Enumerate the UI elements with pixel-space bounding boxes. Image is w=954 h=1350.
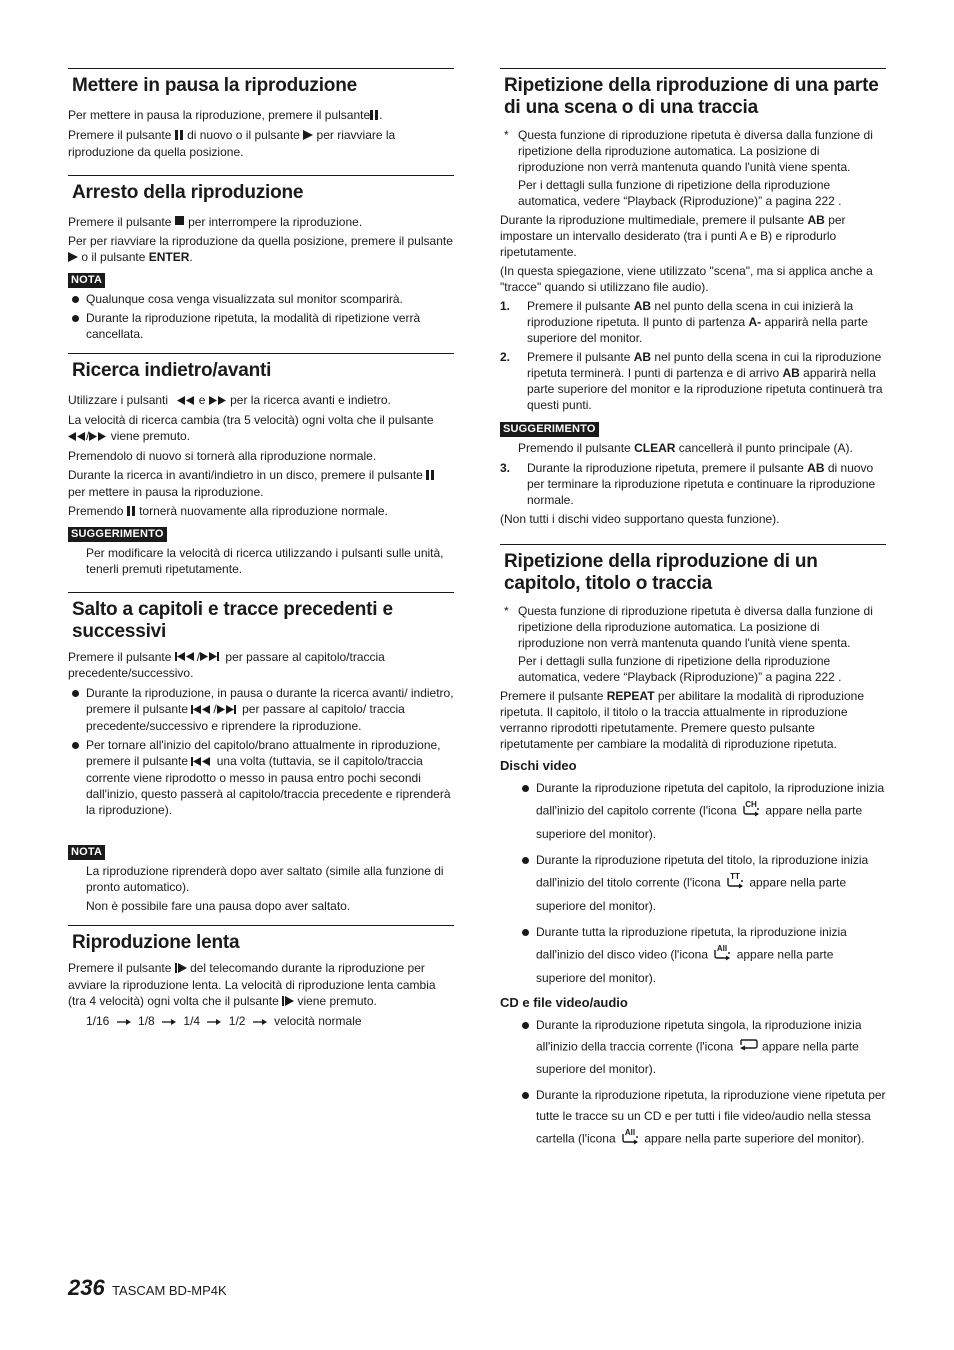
tip-label: SUGGERIMENTO bbox=[68, 527, 167, 542]
section-title: Ripetizione della riproduzione di un capitolo, titolo o traccia bbox=[504, 551, 818, 594]
note-label: NOTA bbox=[68, 845, 105, 860]
paragraph: Premere il pulsante di nuovo o il pulsante per riavviare la riproduzione da quella posizione. bbox=[68, 127, 396, 159]
slow-play-icon bbox=[282, 994, 294, 1010]
rewind-icon bbox=[177, 393, 195, 409]
subheading-cd-files: CD e file video/audio bbox=[500, 995, 628, 1010]
note-list bbox=[68, 291, 454, 342]
video-disc-list bbox=[500, 778, 886, 989]
rewind-icon bbox=[68, 429, 86, 445]
skip-list bbox=[68, 685, 454, 818]
pause-icon bbox=[370, 108, 379, 124]
paragraph: (Non tutti i dischi video supportano questa funzione). bbox=[500, 512, 780, 526]
tip-label: SUGGERIMENTO bbox=[500, 422, 599, 437]
svg-text:All: All bbox=[717, 944, 728, 953]
section-title: Salto a capitoli e tracce precedenti e successivi bbox=[72, 598, 393, 642]
arrow-right-icon bbox=[117, 1014, 131, 1030]
page-footer bbox=[68, 1275, 227, 1300]
step-item: 3. Durante la riproduzione ripetuta, premere il pulsante AB di nuovo per terminare la riproduzione ripetuta e continuare la riproduzione normale. bbox=[500, 461, 876, 507]
slow-play-icon bbox=[175, 961, 187, 977]
page-number: 236 bbox=[68, 1275, 105, 1300]
skip-previous-icon bbox=[191, 702, 213, 718]
section-title: Mettere in pausa la riproduzione bbox=[72, 75, 357, 96]
repeat-title-icon bbox=[724, 871, 746, 896]
paragraph: Premere il pulsante del telecomando durante la riproduzione per avviare la riproduzione lenta. La velocità di riproduzione lenta cambia (tra 4 velocità) ogni volta che il pulsante viene premuto. bbox=[68, 961, 436, 1008]
svg-text:All: All bbox=[624, 1128, 636, 1137]
list-item: Durante la riproduzione ripetuta singola, la riproduzione inizia all'inizio della traccia corrente (l'icona appare nella parte superiore del monitor). bbox=[500, 1015, 886, 1080]
fast-forward-icon bbox=[89, 429, 107, 445]
asterisk-note: * Questa funzione di riproduzione ripetuta è diversa dalla funzione di ripetizione della riproduzione automatica. La posizione di riproduzione non verrà mantenuta quando l'unità viene spenta. Per i dettagli sulla funzione di ripetizione della riproduzione automatica, vedere “Playback (Riproduzione)” a pagina 222 . bbox=[504, 128, 873, 208]
list-item: Durante la riproduzione, in pausa o durante la ricerca avanti/ indietro, premere il pulsante / per passare al capitolo/ traccia precedente/successivo e riprendere la riproduzione. bbox=[68, 685, 454, 734]
list-item: Qualunque cosa venga visualizzata sul monitor scomparirà. bbox=[68, 291, 454, 307]
speed-value: velocità normale bbox=[274, 1013, 362, 1028]
skip-previous-icon bbox=[191, 754, 213, 770]
note-label: NOTA bbox=[68, 273, 105, 288]
step-item: 1. Premere il pulsante AB nel punto della scena in cui inizierà la riproduzione ripetuta. Il punto di partenza A- apparirà nella parte superiore del monitor. bbox=[500, 299, 868, 345]
paragraph: Premendo tornerà nuovamente alla riproduzione normale. bbox=[68, 503, 388, 518]
note-text: Non è possibile fare una pausa dopo aver saltato. bbox=[86, 899, 351, 914]
section-stop bbox=[68, 175, 454, 343]
section-repeat bbox=[500, 544, 886, 1152]
skip-next-icon bbox=[217, 702, 239, 718]
section-title: Arresto della riproduzione bbox=[72, 181, 304, 203]
section-skip bbox=[68, 592, 454, 914]
list-item: Durante la riproduzione ripetuta del capitolo, la riproduzione inizia dall'inizio del capitolo corrente (l'icona CH appare nella parte superiore del monitor). bbox=[500, 778, 886, 845]
list-item: Durante la riproduzione ripetuta del titolo, la riproduzione inizia dall'inizio del titolo corrente (l'icona TT appare nella parte superiore del monitor). bbox=[500, 850, 886, 917]
section-pause bbox=[68, 68, 454, 160]
list-item: Durante tutta la riproduzione ripetuta, la riproduzione inizia dall'inizio del disco video (l'icona All appare nella parte superiore del monitor). bbox=[500, 922, 886, 989]
svg-text:CH: CH bbox=[745, 800, 757, 809]
skip-previous-icon bbox=[175, 649, 197, 665]
repeat-all-icon bbox=[711, 943, 733, 968]
arrow-right-icon bbox=[253, 1014, 267, 1030]
product-name: TASCAM BD-MP4K bbox=[112, 1283, 227, 1298]
paragraph: Per per riavviare la riproduzione da quella posizione, premere il pulsante o il pulsante ENTER. bbox=[68, 234, 453, 265]
section-title: Ripetizione della riproduzione di una parte di una scena o di una traccia bbox=[504, 75, 879, 118]
paragraph: Premere il pulsante / per passare al capitolo/traccia precedente/successivo. bbox=[68, 649, 385, 681]
paragraph: Per mettere in pausa la riproduzione, premere il pulsante . bbox=[68, 108, 383, 122]
steps-list bbox=[500, 298, 886, 413]
paragraph: Durante la riproduzione multimediale, premere il pulsante AB per impostare un intervallo desiderato (tra i punti A e B) e riprodurlo ripetutamente. bbox=[500, 213, 846, 259]
step-item: 2. Premere il pulsante AB nel punto della scena in cui la riproduzione ripetuta terminerà. I punti di partenza e di arrivo AB apparirà nella parte superiore del monitor e la riproduzione ripetuta continuerà tra questi punti. bbox=[500, 350, 883, 412]
section-title: Ricerca indietro/avanti bbox=[72, 360, 272, 382]
section-title: Riproduzione lenta bbox=[72, 932, 240, 954]
repeat-chapter-icon bbox=[740, 799, 762, 824]
cd-file-list bbox=[500, 1015, 886, 1152]
speed-value: 1/4 bbox=[183, 1013, 201, 1028]
speed-sequence bbox=[86, 1013, 454, 1030]
subheading-video-discs: Dischi video bbox=[500, 758, 577, 773]
left-column bbox=[68, 68, 454, 1030]
list-item: Durante la riproduzione ripetuta, la riproduzione viene ripetuta per tutte le tracce su un CD e per tutti i file video/audio nella stessa cartella (l'icona All appare nella parte superiore del monitor). bbox=[500, 1085, 886, 1152]
section-slow bbox=[68, 925, 454, 1029]
pause-icon bbox=[426, 468, 435, 484]
tip-text: Premendo il pulsante CLEAR cancellerà il punto principale (A). bbox=[518, 441, 853, 455]
pause-icon bbox=[175, 128, 184, 144]
section-ab-repeat bbox=[500, 68, 886, 527]
paragraph: Durante la ricerca in avanti/indietro in un disco, premere il pulsante per mettere in pausa la riproduzione. bbox=[68, 467, 454, 500]
paragraph: Premendolo di nuovo si tornerà alla riproduzione normale. bbox=[68, 448, 377, 463]
arrow-right-icon bbox=[207, 1014, 221, 1030]
speed-value: 1/16 bbox=[86, 1013, 110, 1028]
paragraph: La velocità di ricerca cambia (tra 5 velocità) ogni volta che il pulsante / viene premuto. bbox=[68, 413, 434, 444]
arrow-right-icon bbox=[162, 1014, 176, 1030]
paragraph: Premere il pulsante per interrompere la riproduzione. bbox=[68, 214, 363, 229]
steps-list bbox=[500, 460, 886, 508]
play-icon bbox=[303, 128, 313, 144]
paragraph: (In questa spiegazione, viene utilizzato "scena", ma si applica anche a "tracce" quando si utilizzano file audio). bbox=[500, 264, 873, 294]
pause-icon bbox=[127, 504, 136, 520]
fast-forward-icon bbox=[209, 393, 227, 409]
repeat-track-icon bbox=[737, 1036, 759, 1059]
speed-value: 1/8 bbox=[138, 1013, 155, 1028]
paragraph: Premere il pulsante REPEAT per abilitare la modalità di riproduzione ripetuta. Il capitolo, il titolo o la traccia attualmente in riproduzione verranno riprodotti ripetutamente. Premere questo pulsante ripetutamente per cambiare la modalità di riproduzione ripetuta. bbox=[500, 689, 864, 751]
paragraph: Utilizzare i pulsanti e per la ricerca avanti e indietro. bbox=[68, 393, 391, 408]
section-search bbox=[68, 353, 454, 576]
right-column bbox=[500, 68, 886, 1157]
stop-icon bbox=[175, 214, 185, 230]
repeat-all-icon bbox=[619, 1127, 641, 1152]
speed-value: 1/2 bbox=[228, 1013, 246, 1028]
list-item: Per tornare all'inizio del capitolo/brano attualmente in riproduzione, premere il pulsante una volta (tuttavia, se il capitolo/traccia corrente viene riprodotto o messo in pausa entro pochi secondi dall'inizio, questo passerà al capitolo/traccia precedente e riprenderà la riproduzione). bbox=[68, 737, 454, 818]
skip-next-icon bbox=[200, 649, 222, 665]
list-item: Durante la riproduzione ripetuta, la modalità di ripetizione verrà cancellata. bbox=[68, 310, 454, 342]
note-text: La riproduzione riprenderà dopo aver saltato (simile alla funzione di pronto automatico). bbox=[86, 864, 444, 895]
play-icon bbox=[68, 250, 78, 266]
tip-text: Per modificare la velocità di ricerca utilizzando i pulsanti sulle unità, tenerli premuti ripetutamente. bbox=[86, 545, 444, 576]
asterisk-note: * Questa funzione di riproduzione ripetuta è diversa dalla funzione di ripetizione della riproduzione automatica. La posizione di riproduzione non verrà mantenuta quando l'unità viene spenta. Per i dettagli sulla funzione di ripetizione della riproduzione automatica, vedere “Playback (Riproduzione)” a pagina 222 . bbox=[504, 604, 873, 684]
svg-text:TT: TT bbox=[730, 872, 740, 881]
